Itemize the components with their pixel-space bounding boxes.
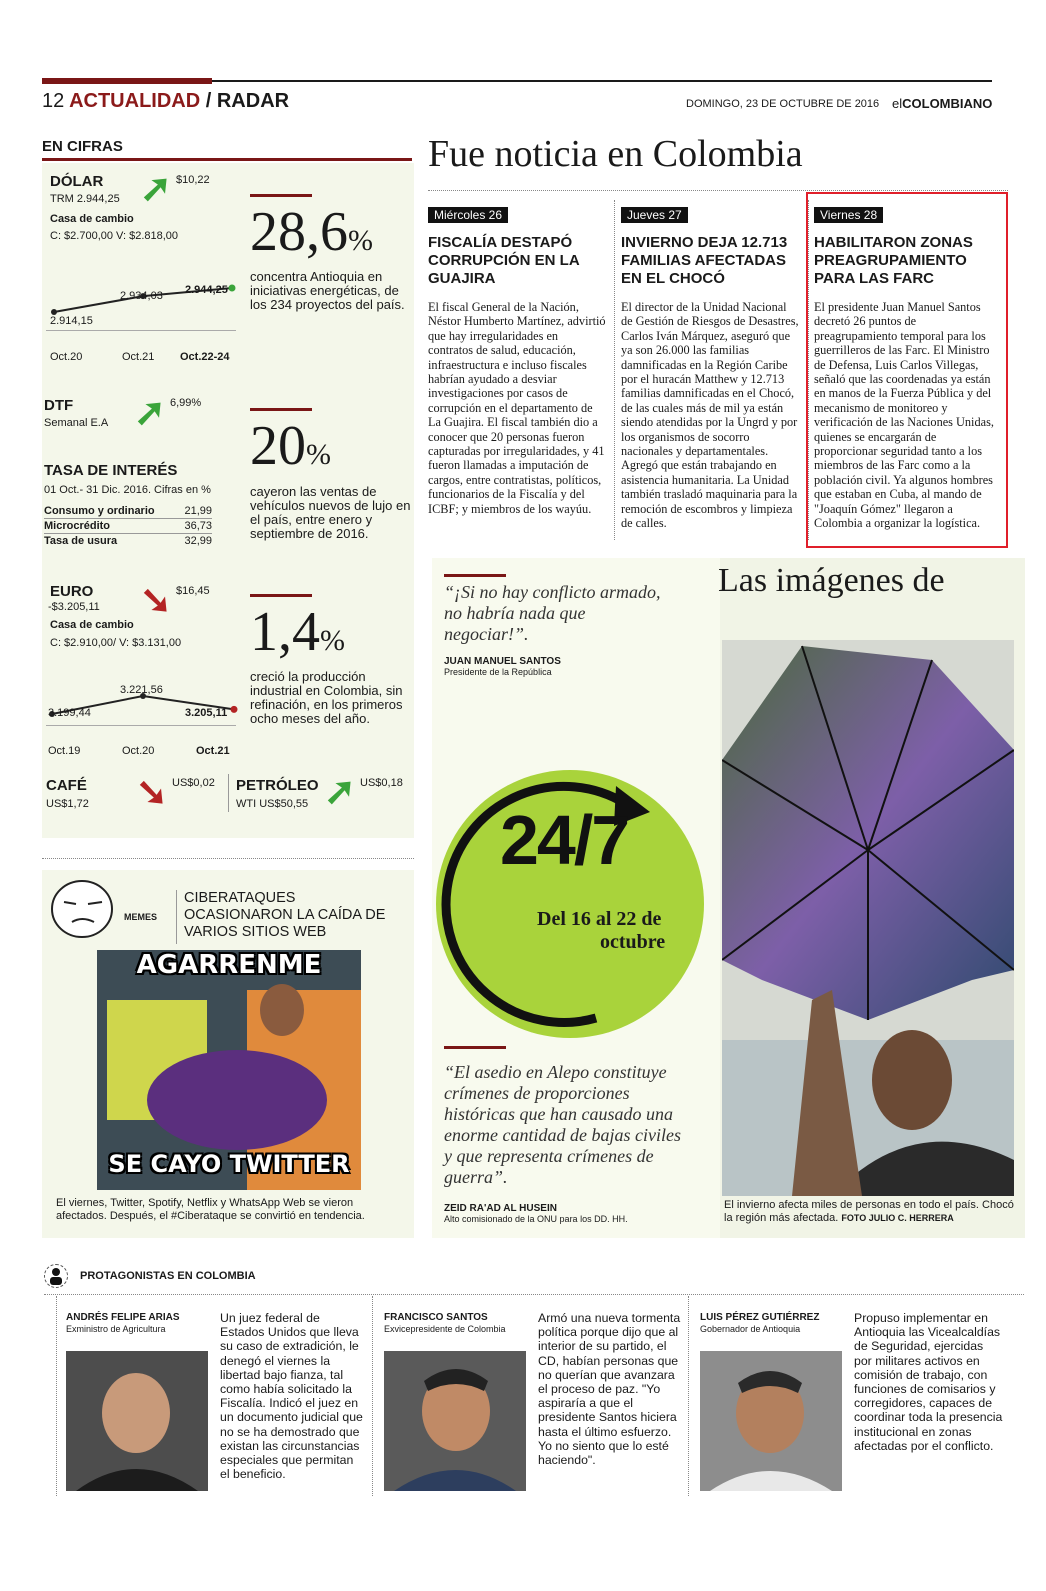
tasa-sub: 01 Oct.- 31 Dic. 2016. Cifras en % [44, 484, 211, 496]
petroleo-value: WTI US$50,55 [236, 798, 309, 810]
cafe-change: US$0,02 [172, 777, 215, 789]
news-headline: INVIERNO DEJA 12.713 FAMILIAS AFECTADAS EN EL CHOCÓ [621, 234, 788, 287]
memes-divider [176, 890, 177, 944]
section-name: ACTUALIDAD [69, 90, 201, 112]
person-icon [44, 1264, 68, 1288]
dolar-date: Oct.22-24 [180, 351, 230, 363]
figure-text: cayeron las ventas de vehículos nuevos de lujo en el país, entre enero y septiembre de 2016. [250, 484, 411, 541]
images-title: Las imágenes de [718, 562, 945, 599]
dolar-axis [46, 330, 236, 331]
rate-label: Consumo y ordinario [44, 505, 155, 517]
dolar-point-label: 2.914,15 [50, 315, 93, 327]
euro-change: $16,45 [176, 585, 210, 597]
protagonist-photo [700, 1351, 842, 1491]
cifras-rule [42, 158, 412, 161]
protagonist-photo [66, 1351, 208, 1491]
tasa-table [44, 504, 212, 548]
memes-headline: CIBERATAQUES OCASIONARON LA CAÍDA DE VARIOS SITIOS WEB [184, 890, 386, 940]
euro-point-label: 3.199,44 [48, 707, 91, 719]
dtf-sub: Semanal E.A [44, 417, 109, 429]
rate-value: 21,99 [184, 505, 212, 517]
news-column [621, 206, 801, 531]
dolar-point-latest [229, 285, 236, 292]
protagonistas-divider [372, 1296, 373, 1496]
figure-value [250, 414, 331, 478]
news-day-badge: Miércoles 26 [428, 207, 508, 223]
newspaper-brand [892, 96, 992, 111]
figure-text: concentra Antioquia en iniciativas energéticas, de los 234 proyectos del país. [250, 269, 405, 312]
protagonistas-divider [688, 1296, 689, 1496]
news-section-title: Fue noticia en Colombia [428, 133, 803, 175]
subsection-name: RADAR [216, 90, 290, 112]
dolar-change: $10,22 [176, 174, 210, 186]
news-day-badge: Jueves 27 [621, 207, 688, 223]
tasa-name: TASA DE INTERÉS [44, 462, 178, 479]
petroleo-up-arrow-icon: ➚ [324, 771, 356, 813]
quote-rule [444, 1046, 506, 1049]
section-header [42, 90, 289, 113]
figure-value [250, 600, 345, 664]
meme-caption: El viernes, Twitter, Spotify, Netflix y WhatsApp Web se vieron afectados. Después, el #Ciberataque se convirtió en tendencia. [56, 1197, 365, 1222]
rate-label: Tasa de usura [44, 535, 118, 547]
protagonist-name: FRANCISCO SANTOS [384, 1312, 488, 1323]
quote-text: “¡Si no hay conflicto armado, no habría nada que negociar!”. [444, 582, 661, 644]
news-headline: FISCALÍA DESTAPÓ CORRUPCIÓN EN LA GUAJIRA [428, 234, 580, 287]
highlight-box [806, 192, 1008, 548]
image-caption-text: El invierno afecta miles de personas en todo el país. Chocó la región más afectada. [724, 1199, 1014, 1224]
quote-author: JUAN MANUEL SANTOS [444, 656, 561, 667]
petroleo-change: US$0,18 [360, 777, 403, 789]
quote-author-role: Alto comisionado de la ONU para los DD. HH. [444, 1214, 628, 1224]
euro-date: Oct.20 [122, 745, 155, 757]
rate-value: 36,73 [184, 520, 212, 532]
figure-unit: % [320, 624, 345, 657]
rate-value: 32,99 [184, 535, 212, 547]
protagonistas-divider [56, 1296, 57, 1496]
dtf-up-arrow-icon: ➚ [134, 392, 166, 434]
umbrella-photo [722, 640, 1014, 1196]
figure-value [250, 200, 373, 264]
euro-point-label: 3.221,56 [120, 684, 163, 696]
euro-casa-values: C: $2.910,00/ V: $3.131,00 [50, 637, 182, 649]
protagonist-text: Armó una nueva tormenta política porque dijo que al interior de su partido, el CD, habían personas que no querían que avanzara el proceso de paz. "Yo aspiraría a que el presidente Santos hiciera hasta el último esfuerzo. Yo no siento que lo esté haciendo". [538, 1311, 681, 1468]
rate-label: Microcrédito [44, 520, 111, 532]
protagonist-text: Propuso implementar en Antioquia las Vicealcaldías de Seguridad, ejercidas por militares activos en comisión de trabajo, con funciones de comisarios y corregidores, capaces de coordinar toda la presencia institucional en zonas afectadas por el conflicto. [854, 1311, 1003, 1453]
dolar-casa-values: C: $2.700,00 V: $2.818,00 [50, 230, 179, 242]
cifras-divider [228, 774, 229, 812]
dolar-date: Oct.20 [50, 351, 83, 363]
dolar-date: Oct.21 [122, 351, 155, 363]
dolar-point-label: 2.944,25 [185, 284, 228, 296]
euro-date: Oct.21 [196, 745, 230, 757]
figure-unit: % [348, 224, 373, 257]
news-body: El director de la Unidad Nacional de Gestión de Riesgos de Desastres, Carlos Iván Márquez, aseguró que ya son 26.000 las familias damnificadas en la Región Caribe por el huracán Matthew y 12.713 familias damnificadas en el Chocó, de las cuales más de mil ya están siendo atendidas por la Ungrd y por los organismos de socorro nacionales y departamentales. Agregó que están trabajando en asistencia humanitaria. La Unidad también trasladó maquinaria para la remoción de escombros y limpieza de calles. [621, 300, 799, 531]
dolar-name: DÓLAR [50, 173, 104, 190]
protagonist-name: LUIS PÉREZ GUTIÉRREZ [700, 1312, 820, 1323]
section-separator: / [205, 90, 212, 112]
page-number: 12 [42, 90, 65, 112]
badge-sub: octubre [600, 931, 666, 953]
dolar-up-arrow-icon: ➚ [140, 168, 172, 210]
petroleo-name: PETRÓLEO [236, 777, 319, 794]
euro-date: Oct.19 [48, 745, 81, 757]
cafe-down-arrow-icon: ➘ [136, 772, 168, 814]
meme-image [97, 950, 361, 1190]
portrait-art [700, 1351, 842, 1491]
image-credit: FOTO JULIO C. HERRERA [841, 1213, 954, 1223]
figure-rule [250, 194, 312, 197]
protagonist-text: Un juez federal de Estados Unidos que lleva su caso de extradición, le denegó el viernes la libertad bajo fianza, tal como había solicitado la Fiscalía. Indicó el juez en un documento judicial que no se ha demostrado que existan las circunstancias especiales que permitan el beneficio. [220, 1311, 363, 1482]
person-glyph [45, 1265, 67, 1287]
figure-number: 1,4 [250, 601, 320, 663]
dtf-change: 6,99% [170, 397, 202, 409]
figure-rule [250, 594, 312, 597]
euro-casa-label: Casa de cambio [50, 619, 134, 631]
protagonist-role: Exministro de Agricultura [66, 1324, 166, 1334]
euro-point-latest [231, 706, 238, 713]
protagonistas-rule [44, 1294, 1024, 1295]
cafe-value: US$1,72 [46, 798, 89, 810]
news-divider [614, 200, 615, 540]
issue-date: DOMINGO, 23 DE OCTUBRE DE 2016 [686, 98, 880, 110]
brand-name: COLOMBIANO [902, 96, 993, 111]
dtf-name: DTF [44, 397, 74, 414]
portrait-art [384, 1351, 526, 1491]
euro-down-arrow-icon: ➘ [140, 580, 172, 622]
quote-author: ZEID RA'AD AL HUSEIN [444, 1203, 557, 1214]
brand-prefix: el [892, 96, 903, 111]
figure-unit: % [306, 438, 331, 471]
quote-rule [444, 574, 506, 577]
meme-bottom-text: SE CAYO TWITTER [108, 1150, 350, 1178]
protagonist-role: Gobernador de Antioquia [700, 1324, 801, 1334]
quote-text: “El asedio en Alepo constituye crímenes de proporciones históricas que han causado una enorme cantidad de bajas civiles y que representa crímenes de guerra”. [444, 1062, 681, 1187]
protagonist-name: ANDRÉS FELIPE ARIAS [66, 1312, 180, 1323]
dolar-point-label: 2.934,03 [120, 290, 163, 302]
image-caption [724, 1199, 1014, 1225]
dolar-trm: TRM 2.944,25 [50, 193, 120, 205]
figure-rule [250, 408, 312, 411]
euro-axis [46, 725, 236, 726]
table-row [44, 534, 212, 548]
news-rule [428, 190, 1008, 191]
table-row [44, 504, 212, 519]
meme-face-icon [48, 878, 118, 940]
dolar-casa-label: Casa de cambio [50, 213, 134, 225]
news-headline: HABILITARON ZONAS PREAGRUPAMIENTO PARA LAS FARC [814, 234, 973, 287]
cifras-bottom-rule [42, 858, 414, 859]
quote-author-role: Presidente de la República [444, 667, 552, 677]
euro-value: -$3.205,11 [48, 601, 100, 613]
figure-number: 28,6 [250, 201, 348, 263]
memes-label: MEMES [124, 912, 158, 922]
protagonist-photo [384, 1351, 526, 1491]
meme-top-text: AGARRENME [136, 950, 322, 980]
protagonist-role: Exvicepresidente de Colombia [384, 1324, 506, 1334]
header-accent [42, 78, 212, 84]
euro-point-label: 3.205,11 [185, 707, 228, 719]
news-day-badge: Viernes 28 [814, 207, 883, 223]
protagonistas-label: PROTAGONISTAS EN COLOMBIA [80, 1270, 256, 1282]
figure-number: 20 [250, 415, 306, 477]
figure-text: creció la producción industrial en Colombia, sin refinación, en los primeros ocho meses del año. [250, 669, 403, 726]
badge-sub: Del 16 al 22 de [537, 908, 662, 930]
cafe-name: CAFÉ [46, 777, 87, 794]
badge-247: 24/7 [500, 801, 629, 879]
cifras-label: EN CIFRAS [42, 138, 123, 155]
news-column [428, 206, 606, 516]
news-body: El fiscal General de la Nación, Néstor Humberto Martínez, advirtió que hay irregularidades en contratos de salud, educación, infraestructura e incluso fiscales habrían ayudado a desviar investigaciones por casos de corrupción en el departamento de La Guajira. El fiscal también dio a conocer que 20 personas fueron capturadas por irregularidades, y 41 fueron llamadas a imputación de cargos, entre contratistas, políticos, funcionarios de la Fiscalía y del ICBF; y miembros de los wayúu. [428, 300, 606, 516]
news-body: El presidente Juan Manuel Santos decretó 26 puntos de preagrupamiento temporal para los guerrilleros de las Farc. El Ministro de Defensa, Luis Carlos Villegas, señaló que las coordenadas ya están en manos de la Fuerza Pública y del mecanismo de monitoreo y verificación de las Naciones Unidas, quienes se encargarán de proporcionar seguridad tanto a los miembros de las Farc como a la población civil. Ya algunos hombres que estaban en Cuba, al mando de "Joaquín Gómez" llegaron a Colombia a organizar la logística. [814, 300, 994, 531]
portrait-art [66, 1351, 208, 1491]
table-row [44, 519, 212, 534]
euro-name: EURO [50, 583, 94, 600]
